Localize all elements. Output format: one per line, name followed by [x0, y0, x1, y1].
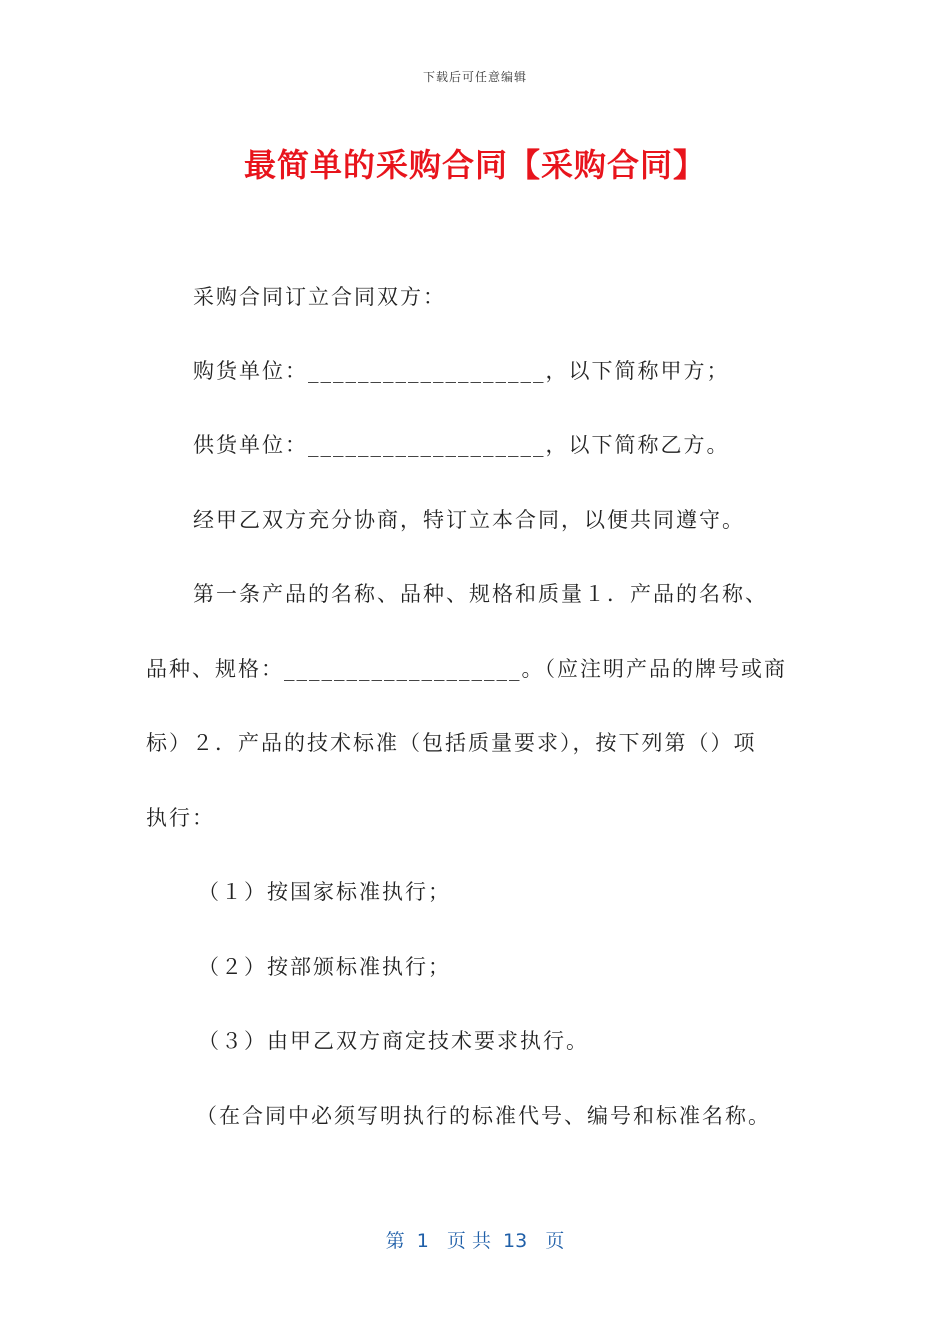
page-footer: 第 1 页 共 13 页	[385, 1230, 565, 1252]
paragraph-line: 购货单位：___________________，以下简称甲方；	[193, 359, 730, 383]
paragraph-line: 执行：	[146, 806, 215, 830]
paragraph-line: 标）２．产品的技术标准（包括质量要求），按下列第（）项	[146, 731, 757, 755]
document-title: 最简单的采购合同【采购合同】	[243, 146, 706, 184]
paragraph-line: 经甲乙双方充分协商，特订立本合同，以便共同遵守。	[193, 508, 745, 532]
list-item: （１）按国家标准执行；	[198, 880, 451, 904]
list-item: （３）由甲乙双方商定技术要求执行。	[198, 1029, 589, 1053]
list-item: （２）按部颁标准执行；	[198, 955, 451, 979]
header-note: 下载后可任意编辑	[422, 70, 527, 84]
paragraph-line: 第一条产品的名称、品种、规格和质量１．产品的名称、	[193, 582, 768, 606]
paragraph-line: 品种、规格：___________________。（应注明产品的牌号或商	[146, 657, 787, 681]
paragraph-line: 采购合同订立合同双方：	[193, 285, 446, 309]
paragraph-line: 供货单位：___________________，以下简称乙方。	[193, 433, 730, 457]
paragraph-line: （在合同中必须写明执行的标准代号、编号和标准名称。	[196, 1104, 771, 1128]
